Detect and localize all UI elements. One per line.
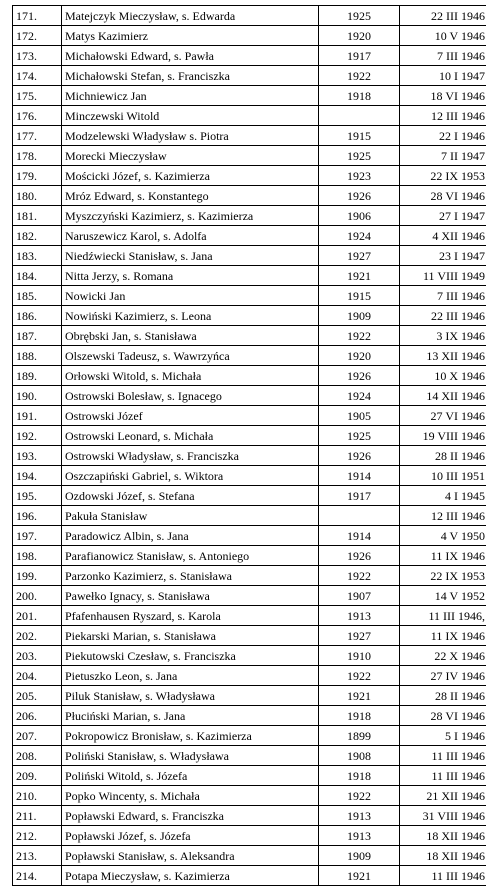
person-name: Naruszewicz Karol, s. Adolfa (62, 226, 319, 246)
birth-year: 1920 (319, 346, 400, 366)
birth-year: 1923 (319, 166, 400, 186)
row-number: 188. (13, 346, 62, 366)
person-name: Pfafenhausen Ryszard, s. Karola (62, 606, 319, 626)
row-number: 213. (13, 846, 62, 866)
row-number: 190. (13, 386, 62, 406)
person-name: Poliński Stanisław, s. Władysława (62, 746, 319, 766)
row-number: 178. (13, 146, 62, 166)
birth-year: 1920 (319, 26, 400, 46)
table-row (13, 46, 486, 66)
row-number: 172. (13, 26, 62, 46)
row-number: 202. (13, 626, 62, 646)
date-cell: 10 V 1946 (400, 26, 486, 46)
date-cell: 28 II 1946 (400, 446, 486, 466)
row-number: 197. (13, 526, 62, 546)
table-row (13, 366, 486, 386)
date-cell: 22 IX 1953 (400, 166, 486, 186)
table-row (13, 166, 486, 186)
row-number: 193. (13, 446, 62, 466)
row-number: 209. (13, 766, 62, 786)
row-number: 199. (13, 566, 62, 586)
table-row (13, 466, 486, 486)
person-name: Piekutowski Czesław, s. Franciszka (62, 646, 319, 666)
table-row (13, 526, 486, 546)
person-name: Popławski Edward, s. Franciszka (62, 806, 319, 826)
birth-year: 1927 (319, 246, 400, 266)
table-row (13, 826, 486, 846)
birth-year: 1918 (319, 86, 400, 106)
date-cell: 19 VIII 1946 (400, 426, 486, 446)
table-row (13, 786, 486, 806)
table-row (13, 766, 486, 786)
date-cell: 10 X 1946 (400, 366, 486, 386)
birth-year: 1926 (319, 186, 400, 206)
date-cell: 3 IX 1946 (400, 326, 486, 346)
table-row (13, 486, 486, 506)
person-name: Nowicki Jan (62, 286, 319, 306)
row-number: 187. (13, 326, 62, 346)
date-cell: 7 II 1947 (400, 146, 486, 166)
table-row (13, 506, 486, 526)
date-cell: 28 VI 1946 (400, 186, 486, 206)
person-name: Olszewski Tadeusz, s. Wawrzyńca (62, 346, 319, 366)
date-cell: 22 III 1946 (400, 306, 486, 326)
date-cell: 10 I 1947 (400, 66, 486, 86)
date-cell: 11 III 1946 (400, 766, 486, 786)
table-row (13, 666, 486, 686)
date-cell: 27 VI 1946 (400, 406, 486, 426)
table-row (13, 6, 486, 26)
table-row (13, 866, 486, 886)
birth-year: 1922 (319, 326, 400, 346)
person-name: Ostrowski Władysław, s. Franciszka (62, 446, 319, 466)
person-name: Minczewski Witold (62, 106, 319, 126)
table-row (13, 646, 486, 666)
birth-year: 1913 (319, 826, 400, 846)
row-number: 201. (13, 606, 62, 626)
date-cell: 10 III 1951 (400, 466, 486, 486)
birth-year: 1925 (319, 146, 400, 166)
table-row (13, 566, 486, 586)
birth-year: 1905 (319, 406, 400, 426)
birth-year: 1922 (319, 566, 400, 586)
row-number: 198. (13, 546, 62, 566)
date-cell: 22 IX 1953 (400, 566, 486, 586)
person-name: Poliński Witold, s. Józefa (62, 766, 319, 786)
row-number: 206. (13, 706, 62, 726)
birth-year: 1906 (319, 206, 400, 226)
table-row (13, 726, 486, 746)
row-number: 195. (13, 486, 62, 506)
date-cell: 11 III 1946 (400, 866, 486, 886)
person-name: Paradowicz Albin, s. Jana (62, 526, 319, 546)
birth-year: 1909 (319, 846, 400, 866)
date-cell: 14 V 1952 (400, 586, 486, 606)
date-cell: 4 I 1945 (400, 486, 486, 506)
birth-year: 1925 (319, 426, 400, 446)
table-row (13, 426, 486, 446)
row-number: 179. (13, 166, 62, 186)
row-number: 200. (13, 586, 62, 606)
row-number: 214. (13, 866, 62, 886)
date-cell: 11 III 1946, (400, 606, 486, 626)
birth-year (319, 106, 400, 126)
birth-year: 1924 (319, 386, 400, 406)
table-row (13, 66, 486, 86)
row-number: 173. (13, 46, 62, 66)
birth-year: 1926 (319, 366, 400, 386)
birth-year: 1927 (319, 626, 400, 646)
birth-year: 1917 (319, 46, 400, 66)
row-number: 177. (13, 126, 62, 146)
table-row (13, 346, 486, 366)
date-cell: 27 I 1947 (400, 206, 486, 226)
row-number: 210. (13, 786, 62, 806)
date-cell: 11 III 1946 (400, 746, 486, 766)
row-number: 184. (13, 266, 62, 286)
date-cell: 12 III 1946 (400, 106, 486, 126)
row-number: 205. (13, 686, 62, 706)
person-name: Modzelewski Władysław s. Piotra (62, 126, 319, 146)
table-row (13, 126, 486, 146)
birth-year: 1908 (319, 746, 400, 766)
date-cell: 28 VI 1946 (400, 706, 486, 726)
date-cell: 21 XII 1946 (400, 786, 486, 806)
date-cell: 4 V 1950 (400, 526, 486, 546)
registry-table (12, 5, 486, 886)
person-name: Parzonko Kazimierz, s. Stanisława (62, 566, 319, 586)
birth-year: 1915 (319, 286, 400, 306)
person-name: Matejczyk Mieczysław, s. Edwarda (62, 6, 319, 26)
row-number: 180. (13, 186, 62, 206)
person-name: Mościcki Józef, s. Kazimierza (62, 166, 319, 186)
birth-year: 1918 (319, 766, 400, 786)
date-cell: 18 XII 1946 (400, 846, 486, 866)
date-cell: 11 IX 1946 (400, 546, 486, 566)
date-cell: 14 XII 1946 (400, 386, 486, 406)
birth-year: 1918 (319, 706, 400, 726)
date-cell: 7 III 1946 (400, 46, 486, 66)
row-number: 203. (13, 646, 62, 666)
birth-year: 1925 (319, 6, 400, 26)
row-number: 191. (13, 406, 62, 426)
person-name: Myszczyński Kazimierz, s. Kazimierza (62, 206, 319, 226)
date-cell: 7 III 1946 (400, 286, 486, 306)
person-name: Mróz Edward, s. Konstantego (62, 186, 319, 206)
birth-year: 1914 (319, 526, 400, 546)
table-row (13, 606, 486, 626)
person-name: Ostrowski Bolesław, s. Ignacego (62, 386, 319, 406)
row-number: 175. (13, 86, 62, 106)
table-row (13, 266, 486, 286)
birth-year: 1913 (319, 606, 400, 626)
row-number: 194. (13, 466, 62, 486)
row-number: 207. (13, 726, 62, 746)
row-number: 185. (13, 286, 62, 306)
person-name: Popko Wincenty, s. Michała (62, 786, 319, 806)
person-name: Michniewicz Jan (62, 86, 319, 106)
date-cell: 23 I 1947 (400, 246, 486, 266)
birth-year: 1909 (319, 306, 400, 326)
date-cell: 11 IX 1946 (400, 626, 486, 646)
birth-year: 1922 (319, 666, 400, 686)
date-cell: 22 I 1946 (400, 126, 486, 146)
birth-year: 1910 (319, 646, 400, 666)
person-name: Płuciński Marian, s. Jana (62, 706, 319, 726)
date-cell: 4 XII 1946 (400, 226, 486, 246)
table-row (13, 546, 486, 566)
table-row (13, 806, 486, 826)
row-number: 212. (13, 826, 62, 846)
table-row (13, 146, 486, 166)
table-row (13, 26, 486, 46)
person-name: Niedźwiecki Stanisław, s. Jana (62, 246, 319, 266)
row-number: 171. (13, 6, 62, 26)
date-cell: 22 III 1946 (400, 6, 486, 26)
table-row (13, 326, 486, 346)
person-name: Piluk Stanisław, s. Władysława (62, 686, 319, 706)
table-row (13, 246, 486, 266)
person-name: Ostrowski Józef (62, 406, 319, 426)
birth-year: 1899 (319, 726, 400, 746)
table-row (13, 686, 486, 706)
row-number: 182. (13, 226, 62, 246)
date-cell: 12 III 1946 (400, 506, 486, 526)
person-name: Ostrowski Leonard, s. Michała (62, 426, 319, 446)
person-name: Morecki Mieczysław (62, 146, 319, 166)
table-row (13, 846, 486, 866)
person-name: Orłowski Witold, s. Michała (62, 366, 319, 386)
row-number: 183. (13, 246, 62, 266)
birth-year: 1922 (319, 786, 400, 806)
birth-year: 1924 (319, 226, 400, 246)
date-cell: 13 XII 1946 (400, 346, 486, 366)
table-row (13, 706, 486, 726)
person-name: Popławski Stanisław, s. Aleksandra (62, 846, 319, 866)
person-name: Pokropowicz Bronisław, s. Kazimierza (62, 726, 319, 746)
person-name: Michałowski Stefan, s. Franciszka (62, 66, 319, 86)
person-name: Oszczapiński Gabriel, s. Wiktora (62, 466, 319, 486)
birth-year: 1915 (319, 126, 400, 146)
person-name: Pawełko Ignacy, s. Stanisława (62, 586, 319, 606)
row-number: 174. (13, 66, 62, 86)
birth-year: 1926 (319, 546, 400, 566)
birth-year (319, 506, 400, 526)
table-row (13, 206, 486, 226)
person-name: Piekarski Marian, s. Stanisława (62, 626, 319, 646)
row-number: 186. (13, 306, 62, 326)
date-cell: 18 VI 1946 (400, 86, 486, 106)
birth-year: 1914 (319, 466, 400, 486)
birth-year: 1922 (319, 66, 400, 86)
table-row (13, 586, 486, 606)
table-row (13, 106, 486, 126)
person-name: Popławski Józef, s. Józefa (62, 826, 319, 846)
birth-year: 1921 (319, 686, 400, 706)
row-number: 196. (13, 506, 62, 526)
person-name: Matys Kazimierz (62, 26, 319, 46)
birth-year: 1913 (319, 806, 400, 826)
row-number: 189. (13, 366, 62, 386)
table-row (13, 446, 486, 466)
person-name: Pietuszko Leon, s. Jana (62, 666, 319, 686)
row-number: 208. (13, 746, 62, 766)
table-row (13, 186, 486, 206)
row-number: 211. (13, 806, 62, 826)
row-number: 204. (13, 666, 62, 686)
date-cell: 22 X 1946 (400, 646, 486, 666)
person-name: Nitta Jerzy, s. Romana (62, 266, 319, 286)
birth-year: 1917 (319, 486, 400, 506)
row-number: 176. (13, 106, 62, 126)
table-row (13, 746, 486, 766)
row-number: 181. (13, 206, 62, 226)
table-row (13, 406, 486, 426)
birth-year: 1907 (319, 586, 400, 606)
person-name: Ozdowski Józef, s. Stefana (62, 486, 319, 506)
person-name: Potapa Mieczysław, s. Kazimierza (62, 866, 319, 886)
date-cell: 28 II 1946 (400, 686, 486, 706)
person-name: Nowiński Kazimierz, s. Leona (62, 306, 319, 326)
table-row (13, 386, 486, 406)
birth-year: 1921 (319, 266, 400, 286)
date-cell: 5 I 1946 (400, 726, 486, 746)
person-name: Pakuła Stanisław (62, 506, 319, 526)
row-number: 192. (13, 426, 62, 446)
date-cell: 11 VIII 1949 (400, 266, 486, 286)
table-row (13, 286, 486, 306)
person-name: Michałowski Edward, s. Pawła (62, 46, 319, 66)
date-cell: 27 IV 1946 (400, 666, 486, 686)
table-row (13, 626, 486, 646)
birth-year: 1926 (319, 446, 400, 466)
person-name: Obrębski Jan, s. Stanisława (62, 326, 319, 346)
person-name: Parafianowicz Stanisław, s. Antoniego (62, 546, 319, 566)
date-cell: 31 VIII 1946 (400, 806, 486, 826)
document-page (12, 5, 484, 886)
birth-year: 1921 (319, 866, 400, 886)
table-row (13, 226, 486, 246)
table-row (13, 86, 486, 106)
table-row (13, 306, 486, 326)
date-cell: 18 XII 1946 (400, 826, 486, 846)
registry-rows (13, 6, 486, 886)
